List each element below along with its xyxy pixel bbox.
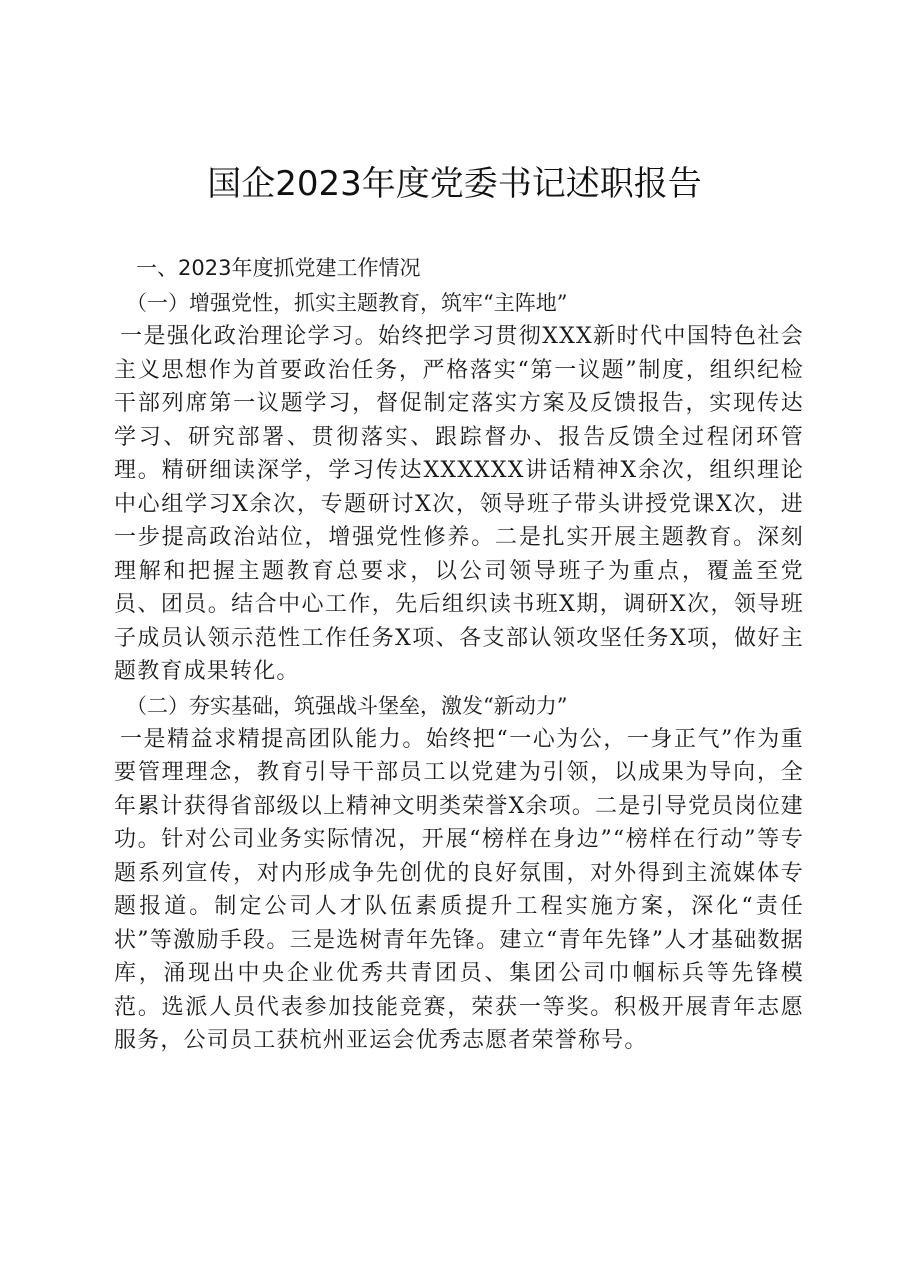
document-title: 国企2023年度党委书记述职报告 bbox=[207, 164, 702, 204]
section-heading: 一、2023年度抓党建工作情况 bbox=[136, 256, 421, 280]
subsection-heading-2: （二）夯实基础，筑强战斗堡垒，激发“新动力” bbox=[126, 693, 568, 718]
subsection-heading-1: （一）增强党性，抓实主题教育，筑牢“主阵地” bbox=[126, 291, 568, 315]
paragraph-2: 一是精益求精提高团队能力。始终把“一心为公，一身正气”作为重要管理理念，教育引导干部员工以党建为引领，以成果为导向，全年累计获得省部级以上精神文明类荣誉X余项。二是引导党员岗位建功。针对公司业务实际情况，开展“榜样在身边”“榜样在行动”等专题系列宣传，对内形成争先创优的良好氛围，对外得到主流媒体专题报道。制定公司人才队伍素质提升工程实施方案，深化“责任状”等激励手段。三是选树青年先锋。建立“青年先锋”人才基础数据库，涌现出中央企业优秀共青团员、集团公司巾帼标兵等先锋模范。选派人员代表参加技能竞赛，荣获一等奖。积极开展青年志愿服务，公司员工获杭州亚运会优秀志愿者荣誉称号。 bbox=[114, 726, 804, 1053]
paragraph-1: 一是强化政治理论学习。始终把学习贯彻XXX新时代中国特色社会主义思想作为首要政治任务，严格落实“第一议题”制度，组织纪检干部列席第一议题学习，督促制定落实方案及反馈报告，实现传达学习、研究部署、贯彻落实、跟踪督办、报告反馈全过程闭环管理。精研细读深学，学习传达XXXXXX讲话精神X余次，组织理论中心组学习X余次，专题研讨X次，领导班子带头讲授党课X次，进一步提高政治站位，增强党性修养。二是扎实开展主题教育。深刻理解和把握主题教育总要求，以公司领导班子为重点，覆盖至党员、团员。结合中心工作，先后组织读书班X期，调研X次，领导班子成员认领示范性工作任务X项、各支部认领攻坚任务X项，做好主题教育成果转化。 bbox=[114, 324, 804, 684]
document-body bbox=[114, 250, 804, 1058]
